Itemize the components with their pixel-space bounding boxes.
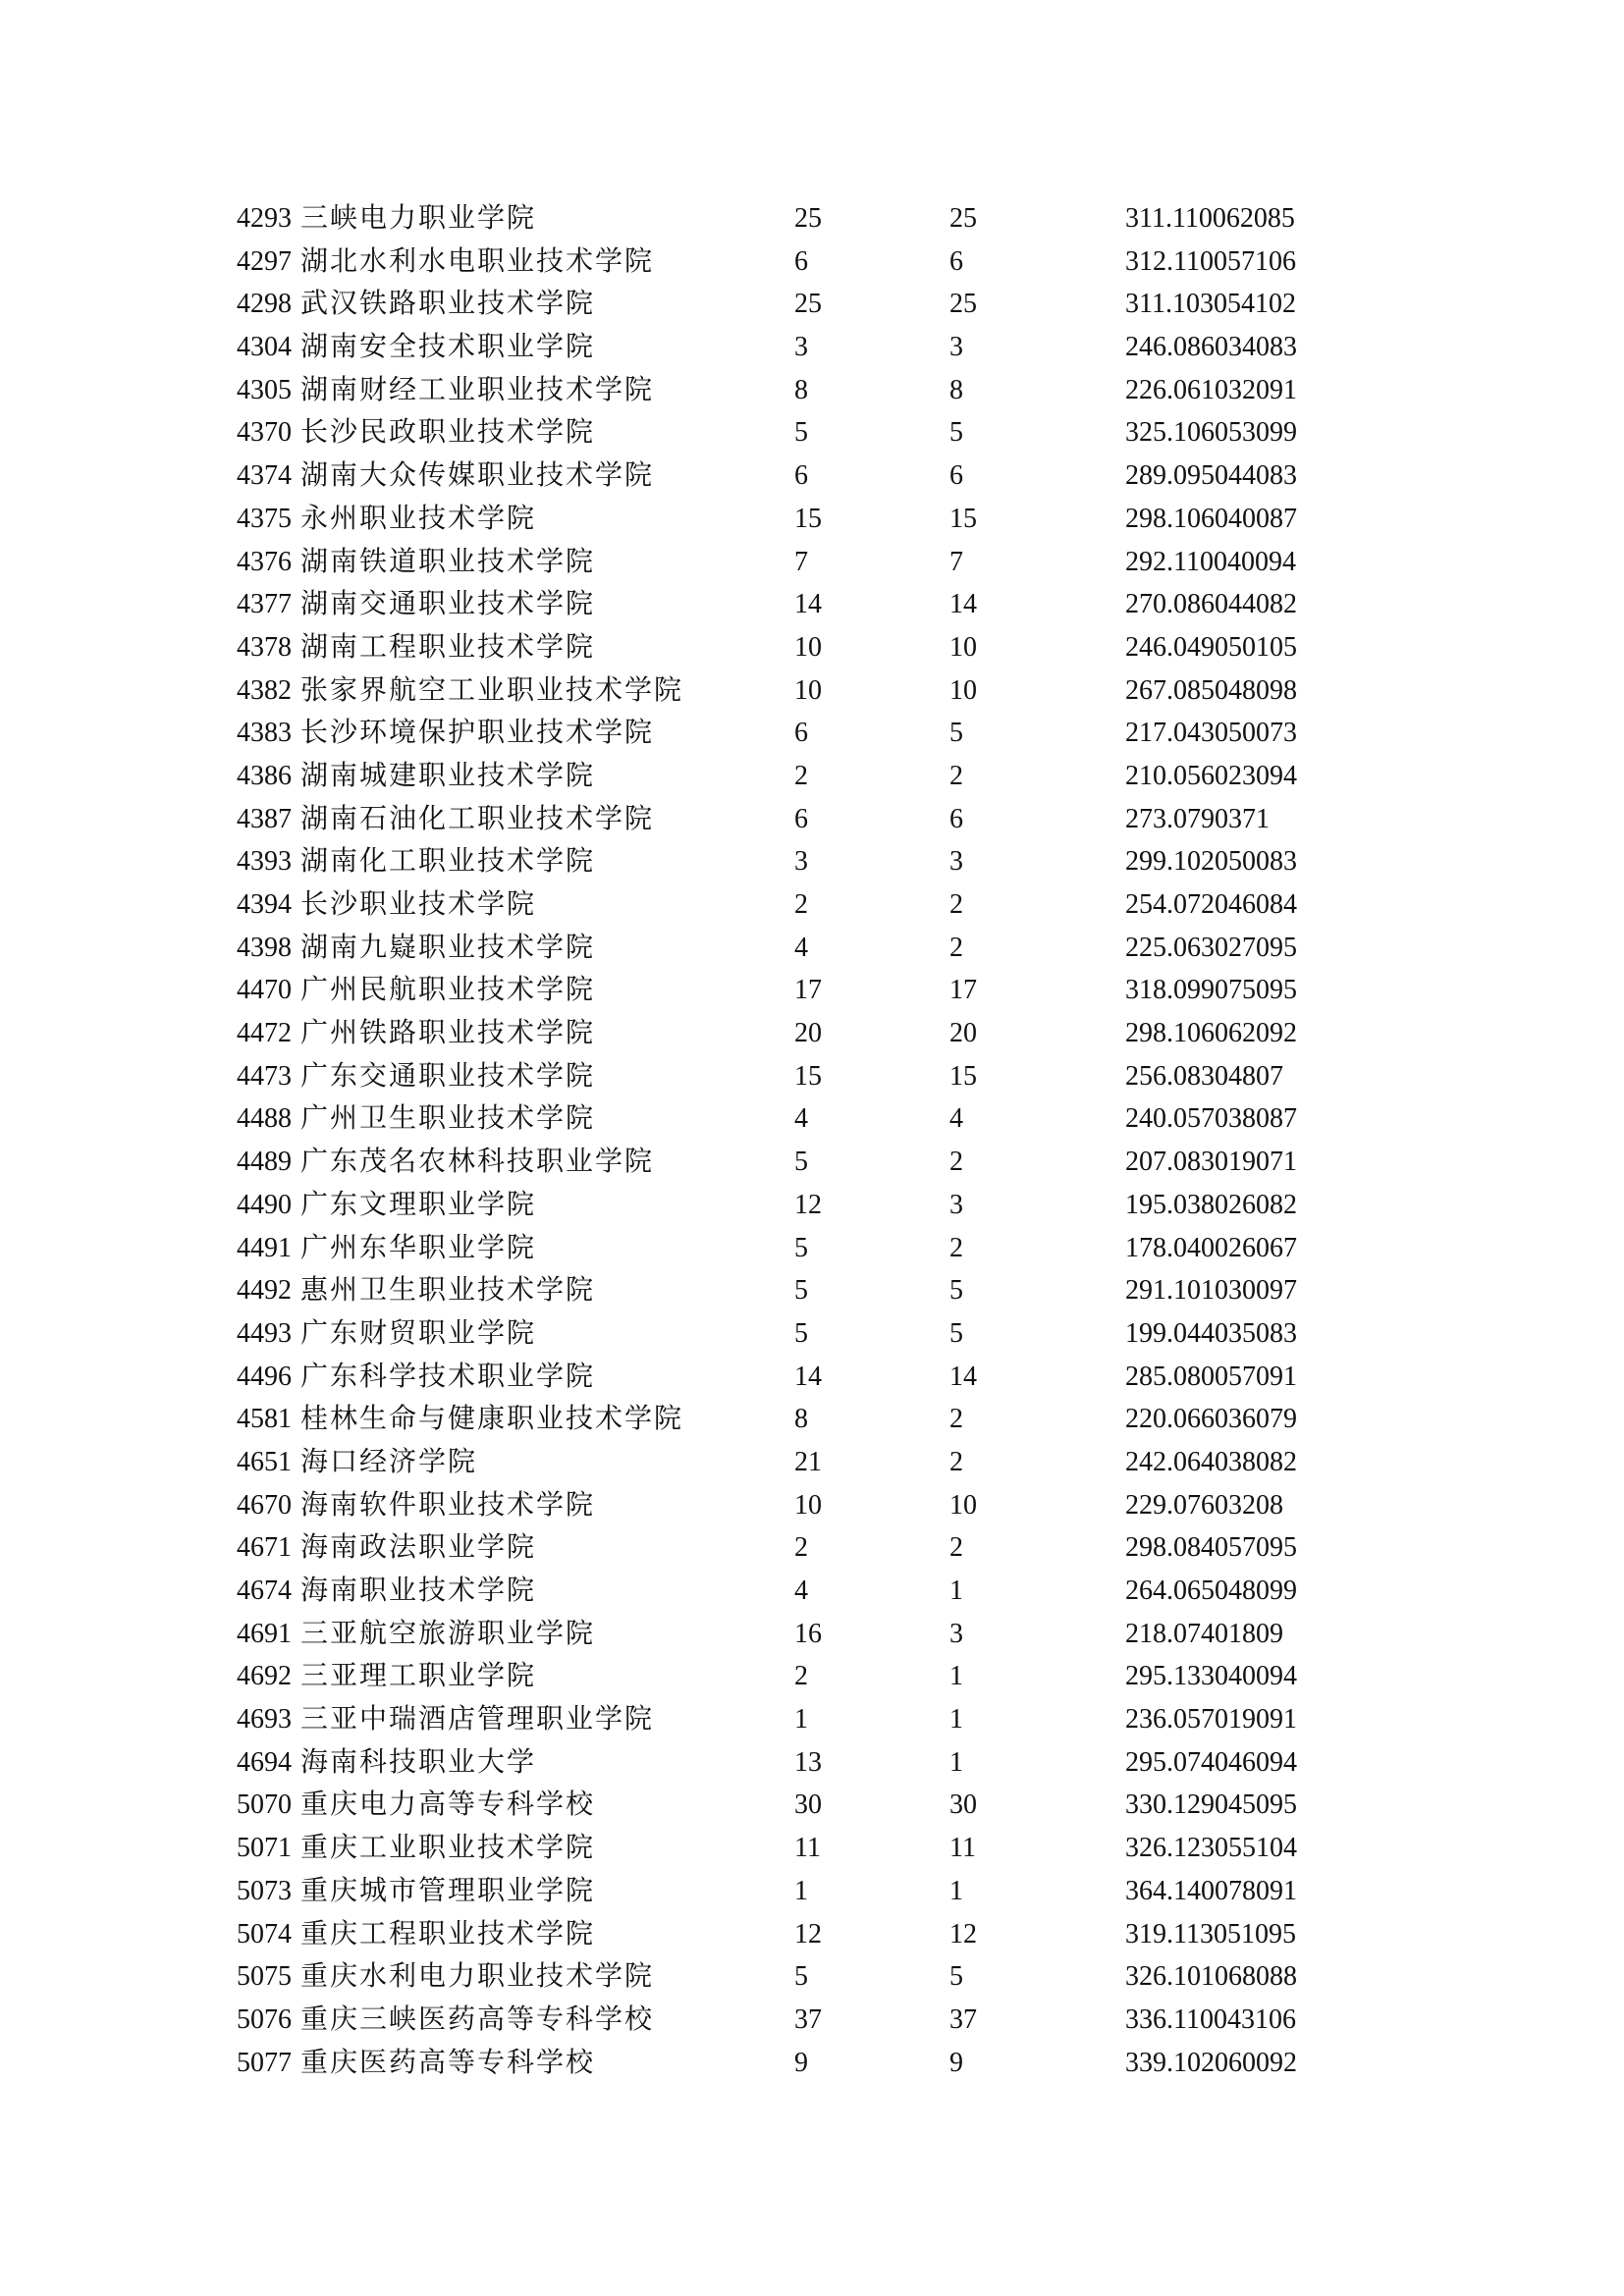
school-name: 重庆水利电力职业技术学院 xyxy=(300,1961,655,1993)
school-code: 4378 xyxy=(237,631,292,663)
plan-count: 2 xyxy=(794,1532,808,1564)
school-name: 长沙环境保护职业技术学院 xyxy=(300,718,655,749)
table-row xyxy=(0,1703,1624,1746)
table-row xyxy=(0,1189,1624,1232)
table-row xyxy=(0,803,1624,846)
score-value: 318.099075095 xyxy=(1125,975,1297,1006)
score-value: 207.083019071 xyxy=(1125,1147,1297,1178)
school-code: 4374 xyxy=(237,460,292,492)
school-code: 4581 xyxy=(237,1404,292,1435)
admitted-count: 3 xyxy=(949,846,963,878)
school-code: 4691 xyxy=(237,1618,292,1649)
table-row xyxy=(0,845,1624,888)
admitted-count: 7 xyxy=(949,546,963,577)
school-code: 4472 xyxy=(237,1018,292,1049)
plan-count: 20 xyxy=(794,1018,822,1049)
admitted-count: 10 xyxy=(949,674,977,706)
score-value: 225.063027095 xyxy=(1125,932,1297,963)
plan-count: 5 xyxy=(794,1317,808,1349)
table-row xyxy=(0,1060,1624,1103)
plan-count: 7 xyxy=(794,546,808,577)
score-value: 291.101030097 xyxy=(1125,1275,1297,1307)
school-name: 重庆工程职业技术学院 xyxy=(300,1918,596,1949)
plan-count: 4 xyxy=(794,1103,808,1135)
table-row xyxy=(0,1789,1624,1832)
score-value: 273.0790371 xyxy=(1125,803,1270,834)
table-row xyxy=(0,932,1624,975)
score-value: 270.086044082 xyxy=(1125,589,1297,620)
plan-count: 5 xyxy=(794,1232,808,1263)
admitted-count: 37 xyxy=(949,2003,977,2035)
plan-count: 10 xyxy=(794,674,822,706)
school-code: 4692 xyxy=(237,1661,292,1692)
school-code: 4376 xyxy=(237,546,292,577)
plan-count: 17 xyxy=(794,975,822,1006)
school-code: 5071 xyxy=(237,1833,292,1864)
admitted-count: 2 xyxy=(949,760,963,791)
plan-count: 6 xyxy=(794,718,808,749)
score-value: 292.110040094 xyxy=(1125,546,1296,577)
table-row xyxy=(0,1918,1624,1961)
school-code: 4377 xyxy=(237,589,292,620)
score-value: 298.084057095 xyxy=(1125,1532,1297,1564)
score-value: 210.056023094 xyxy=(1125,760,1297,791)
table-row xyxy=(0,760,1624,803)
score-value: 364.140078091 xyxy=(1125,1875,1297,1906)
plan-count: 4 xyxy=(794,932,808,963)
table-row xyxy=(0,1960,1624,2003)
admitted-count: 6 xyxy=(949,245,963,277)
school-name: 广州卫生职业技术学院 xyxy=(300,1103,596,1135)
score-value: 242.064038082 xyxy=(1125,1446,1297,1477)
admitted-count: 6 xyxy=(949,460,963,492)
school-code: 4297 xyxy=(237,245,292,277)
score-value: 267.085048098 xyxy=(1125,674,1297,706)
school-code: 4491 xyxy=(237,1232,292,1263)
school-name: 广东文理职业学院 xyxy=(300,1189,537,1220)
admitted-count: 1 xyxy=(949,1661,963,1692)
plan-count: 14 xyxy=(794,589,822,620)
score-value: 312.110057106 xyxy=(1125,245,1296,277)
school-code: 4473 xyxy=(237,1060,292,1092)
score-value: 240.057038087 xyxy=(1125,1103,1297,1135)
school-code: 4387 xyxy=(237,803,292,834)
table-row xyxy=(0,202,1624,245)
table-row xyxy=(0,2047,1624,2090)
school-name: 长沙职业技术学院 xyxy=(300,889,537,920)
school-name: 重庆城市管理职业学院 xyxy=(300,1875,596,1906)
school-name: 海南政法职业学院 xyxy=(300,1532,537,1564)
plan-count: 5 xyxy=(794,417,808,449)
admitted-count: 14 xyxy=(949,1361,977,1392)
school-name: 三峡电力职业学院 xyxy=(300,203,537,234)
school-code: 5074 xyxy=(237,1918,292,1949)
admitted-count: 2 xyxy=(949,1147,963,1178)
admitted-count: 8 xyxy=(949,374,963,405)
admitted-count: 20 xyxy=(949,1018,977,1049)
score-value: 246.086034083 xyxy=(1125,332,1297,363)
admitted-count: 2 xyxy=(949,1446,963,1477)
table-row xyxy=(0,1875,1624,1918)
admitted-count: 2 xyxy=(949,1532,963,1564)
admitted-count: 14 xyxy=(949,589,977,620)
score-value: 295.074046094 xyxy=(1125,1746,1297,1778)
table-row xyxy=(0,1746,1624,1789)
plan-count: 4 xyxy=(794,1575,808,1606)
plan-count: 25 xyxy=(794,289,822,320)
school-code: 4489 xyxy=(237,1147,292,1178)
school-name: 重庆电力高等专科学校 xyxy=(300,1789,596,1821)
plan-count: 10 xyxy=(794,631,822,663)
table-row xyxy=(0,631,1624,674)
school-code: 4386 xyxy=(237,760,292,791)
school-name: 湖南城建职业技术学院 xyxy=(300,760,596,791)
table-row xyxy=(0,1575,1624,1618)
table-row xyxy=(0,1146,1624,1189)
admitted-count: 6 xyxy=(949,803,963,834)
school-code: 4488 xyxy=(237,1103,292,1135)
table-row xyxy=(0,1017,1624,1060)
table-row xyxy=(0,331,1624,374)
plan-count: 5 xyxy=(794,1961,808,1993)
plan-count: 15 xyxy=(794,503,822,534)
plan-count: 14 xyxy=(794,1361,822,1392)
school-code: 5076 xyxy=(237,2003,292,2035)
school-code: 5070 xyxy=(237,1789,292,1821)
school-code: 4493 xyxy=(237,1317,292,1349)
table-row xyxy=(0,588,1624,631)
school-name: 三亚航空旅游职业学院 xyxy=(300,1618,596,1649)
school-name: 三亚理工职业学院 xyxy=(300,1661,537,1692)
school-name: 湖南大众传媒职业技术学院 xyxy=(300,460,655,492)
school-name: 重庆医药高等专科学校 xyxy=(300,2047,596,2078)
school-name: 桂林生命与健康职业技术学院 xyxy=(300,1404,684,1435)
score-value: 256.08304807 xyxy=(1125,1060,1283,1092)
plan-count: 30 xyxy=(794,1789,822,1821)
score-value: 218.07401809 xyxy=(1125,1618,1283,1649)
table-row xyxy=(0,1361,1624,1404)
school-name: 海口经济学院 xyxy=(300,1446,478,1477)
plan-count: 25 xyxy=(794,203,822,234)
school-name: 海南软件职业技术学院 xyxy=(300,1489,596,1521)
table-row xyxy=(0,1403,1624,1446)
score-value: 264.065048099 xyxy=(1125,1575,1297,1606)
school-name: 张家界航空工业职业技术学院 xyxy=(300,674,684,706)
table-row xyxy=(0,888,1624,932)
score-value: 199.044035083 xyxy=(1125,1317,1297,1349)
score-value: 311.110062085 xyxy=(1125,203,1295,234)
school-code: 4382 xyxy=(237,674,292,706)
table-row xyxy=(0,1531,1624,1575)
admitted-count: 2 xyxy=(949,1232,963,1263)
school-code: 4671 xyxy=(237,1532,292,1564)
school-code: 4693 xyxy=(237,1704,292,1735)
table-row xyxy=(0,374,1624,417)
admitted-count: 15 xyxy=(949,1060,977,1092)
score-value: 285.080057091 xyxy=(1125,1361,1297,1392)
score-value: 298.106040087 xyxy=(1125,503,1297,534)
school-name: 湖南石油化工职业技术学院 xyxy=(300,803,655,834)
plan-count: 37 xyxy=(794,2003,822,2035)
school-code: 4694 xyxy=(237,1746,292,1778)
school-code: 4370 xyxy=(237,417,292,449)
plan-count: 16 xyxy=(794,1618,822,1649)
plan-count: 8 xyxy=(794,374,808,405)
table-row xyxy=(0,974,1624,1017)
school-name: 海南职业技术学院 xyxy=(300,1575,537,1606)
school-name: 广东财贸职业学院 xyxy=(300,1317,537,1349)
score-value: 178.040026067 xyxy=(1125,1232,1297,1263)
school-code: 4674 xyxy=(237,1575,292,1606)
school-code: 4305 xyxy=(237,374,292,405)
school-code: 5077 xyxy=(237,2047,292,2078)
admitted-count: 1 xyxy=(949,1746,963,1778)
school-code: 4496 xyxy=(237,1361,292,1392)
admitted-count: 4 xyxy=(949,1103,963,1135)
school-name: 湖南工程职业技术学院 xyxy=(300,631,596,663)
score-value: 229.07603208 xyxy=(1125,1489,1283,1521)
score-value: 236.057019091 xyxy=(1125,1704,1297,1735)
score-value: 336.110043106 xyxy=(1125,2003,1296,2035)
plan-count: 13 xyxy=(794,1746,822,1778)
plan-count: 2 xyxy=(794,889,808,920)
table-row xyxy=(0,245,1624,289)
admitted-count: 1 xyxy=(949,1704,963,1735)
school-name: 重庆三峡医药高等专科学校 xyxy=(300,2003,655,2035)
school-code: 4670 xyxy=(237,1489,292,1521)
table-row xyxy=(0,459,1624,503)
school-name: 惠州卫生职业技术学院 xyxy=(300,1275,596,1307)
table-row xyxy=(0,546,1624,589)
score-value: 299.102050083 xyxy=(1125,846,1297,878)
plan-count: 3 xyxy=(794,332,808,363)
school-code: 4298 xyxy=(237,289,292,320)
school-name: 广东科学技术职业学院 xyxy=(300,1361,596,1392)
admitted-count: 1 xyxy=(949,1575,963,1606)
score-value: 325.106053099 xyxy=(1125,417,1297,449)
admitted-count: 2 xyxy=(949,889,963,920)
plan-count: 2 xyxy=(794,1661,808,1692)
table-row xyxy=(0,2003,1624,2047)
score-value: 289.095044083 xyxy=(1125,460,1297,492)
score-value: 217.043050073 xyxy=(1125,718,1297,749)
school-name: 广州民航职业技术学院 xyxy=(300,975,596,1006)
school-code: 5075 xyxy=(237,1961,292,1993)
table-row xyxy=(0,1102,1624,1146)
school-name: 湖南铁道职业技术学院 xyxy=(300,546,596,577)
admitted-count: 25 xyxy=(949,203,977,234)
admitted-count: 3 xyxy=(949,332,963,363)
admitted-count: 3 xyxy=(949,1189,963,1220)
admitted-count: 2 xyxy=(949,1404,963,1435)
school-name: 湖南九嶷职业技术学院 xyxy=(300,932,596,963)
score-value: 319.113051095 xyxy=(1125,1918,1296,1949)
school-code: 4492 xyxy=(237,1275,292,1307)
school-code: 4383 xyxy=(237,718,292,749)
table-row xyxy=(0,1446,1624,1489)
school-code: 4651 xyxy=(237,1446,292,1477)
admitted-count: 10 xyxy=(949,631,977,663)
plan-count: 11 xyxy=(794,1833,821,1864)
plan-count: 1 xyxy=(794,1875,808,1906)
admitted-count: 1 xyxy=(949,1875,963,1906)
school-name: 武汉铁路职业技术学院 xyxy=(300,289,596,320)
school-code: 4490 xyxy=(237,1189,292,1220)
table-row xyxy=(0,416,1624,459)
school-code: 4304 xyxy=(237,332,292,363)
score-value: 339.102060092 xyxy=(1125,2047,1297,2078)
table-row xyxy=(0,288,1624,331)
table-row xyxy=(0,503,1624,546)
score-value: 226.061032091 xyxy=(1125,374,1297,405)
school-name: 永州职业技术学院 xyxy=(300,503,537,534)
table-row xyxy=(0,717,1624,760)
school-name: 三亚中瑞酒店管理职业学院 xyxy=(300,1704,655,1735)
plan-count: 6 xyxy=(794,803,808,834)
admitted-count: 9 xyxy=(949,2047,963,2078)
plan-count: 9 xyxy=(794,2047,808,2078)
school-name: 湖南财经工业职业技术学院 xyxy=(300,374,655,405)
admitted-count: 5 xyxy=(949,1961,963,1993)
table-row xyxy=(0,1660,1624,1703)
table-row xyxy=(0,674,1624,718)
plan-count: 5 xyxy=(794,1275,808,1307)
school-name: 湖南化工职业技术学院 xyxy=(300,846,596,878)
score-value: 298.106062092 xyxy=(1125,1018,1297,1049)
school-code: 5073 xyxy=(237,1875,292,1906)
table-row xyxy=(0,1832,1624,1875)
admitted-count: 12 xyxy=(949,1918,977,1949)
plan-count: 3 xyxy=(794,846,808,878)
school-code: 4394 xyxy=(237,889,292,920)
admitted-count: 3 xyxy=(949,1618,963,1649)
school-code: 4293 xyxy=(237,203,292,234)
score-value: 311.103054102 xyxy=(1125,289,1296,320)
school-name: 广东茂名农林科技职业学院 xyxy=(300,1147,655,1178)
school-code: 4398 xyxy=(237,932,292,963)
admitted-count: 10 xyxy=(949,1489,977,1521)
score-value: 326.123055104 xyxy=(1125,1833,1297,1864)
score-value: 246.049050105 xyxy=(1125,631,1297,663)
admitted-count: 15 xyxy=(949,503,977,534)
school-name: 湖南交通职业技术学院 xyxy=(300,589,596,620)
score-value: 195.038026082 xyxy=(1125,1189,1297,1220)
table-row xyxy=(0,1618,1624,1661)
school-name: 广州铁路职业技术学院 xyxy=(300,1018,596,1049)
admitted-count: 2 xyxy=(949,932,963,963)
school-code: 4470 xyxy=(237,975,292,1006)
plan-count: 2 xyxy=(794,760,808,791)
admitted-count: 30 xyxy=(949,1789,977,1821)
admitted-count: 17 xyxy=(949,975,977,1006)
plan-count: 6 xyxy=(794,460,808,492)
table-row xyxy=(0,1317,1624,1361)
score-value: 220.066036079 xyxy=(1125,1404,1297,1435)
school-name: 湖北水利水电职业技术学院 xyxy=(300,245,655,277)
plan-count: 6 xyxy=(794,245,808,277)
table-row xyxy=(0,1274,1624,1317)
school-name: 长沙民政职业技术学院 xyxy=(300,417,596,449)
score-value: 254.072046084 xyxy=(1125,889,1297,920)
plan-count: 8 xyxy=(794,1404,808,1435)
score-value: 326.101068088 xyxy=(1125,1961,1297,1993)
score-value: 295.133040094 xyxy=(1125,1661,1297,1692)
school-code: 4375 xyxy=(237,503,292,534)
plan-count: 21 xyxy=(794,1446,822,1477)
table-row xyxy=(0,1489,1624,1532)
plan-count: 15 xyxy=(794,1060,822,1092)
school-name: 湖南安全技术职业学院 xyxy=(300,332,596,363)
plan-count: 10 xyxy=(794,1489,822,1521)
plan-count: 12 xyxy=(794,1189,822,1220)
school-name: 广州东华职业学院 xyxy=(300,1232,537,1263)
admitted-count: 11 xyxy=(949,1833,976,1864)
school-name: 海南科技职业大学 xyxy=(300,1746,537,1778)
admitted-count: 5 xyxy=(949,1317,963,1349)
school-name: 重庆工业职业技术学院 xyxy=(300,1833,596,1864)
table-row xyxy=(0,1232,1624,1275)
plan-count: 12 xyxy=(794,1918,822,1949)
school-code: 4393 xyxy=(237,846,292,878)
admission-table xyxy=(0,202,1624,2089)
score-value: 330.129045095 xyxy=(1125,1789,1297,1821)
admitted-count: 25 xyxy=(949,289,977,320)
plan-count: 5 xyxy=(794,1147,808,1178)
admitted-count: 5 xyxy=(949,718,963,749)
admitted-count: 5 xyxy=(949,1275,963,1307)
admitted-count: 5 xyxy=(949,417,963,449)
school-name: 广东交通职业技术学院 xyxy=(300,1060,596,1092)
plan-count: 1 xyxy=(794,1704,808,1735)
